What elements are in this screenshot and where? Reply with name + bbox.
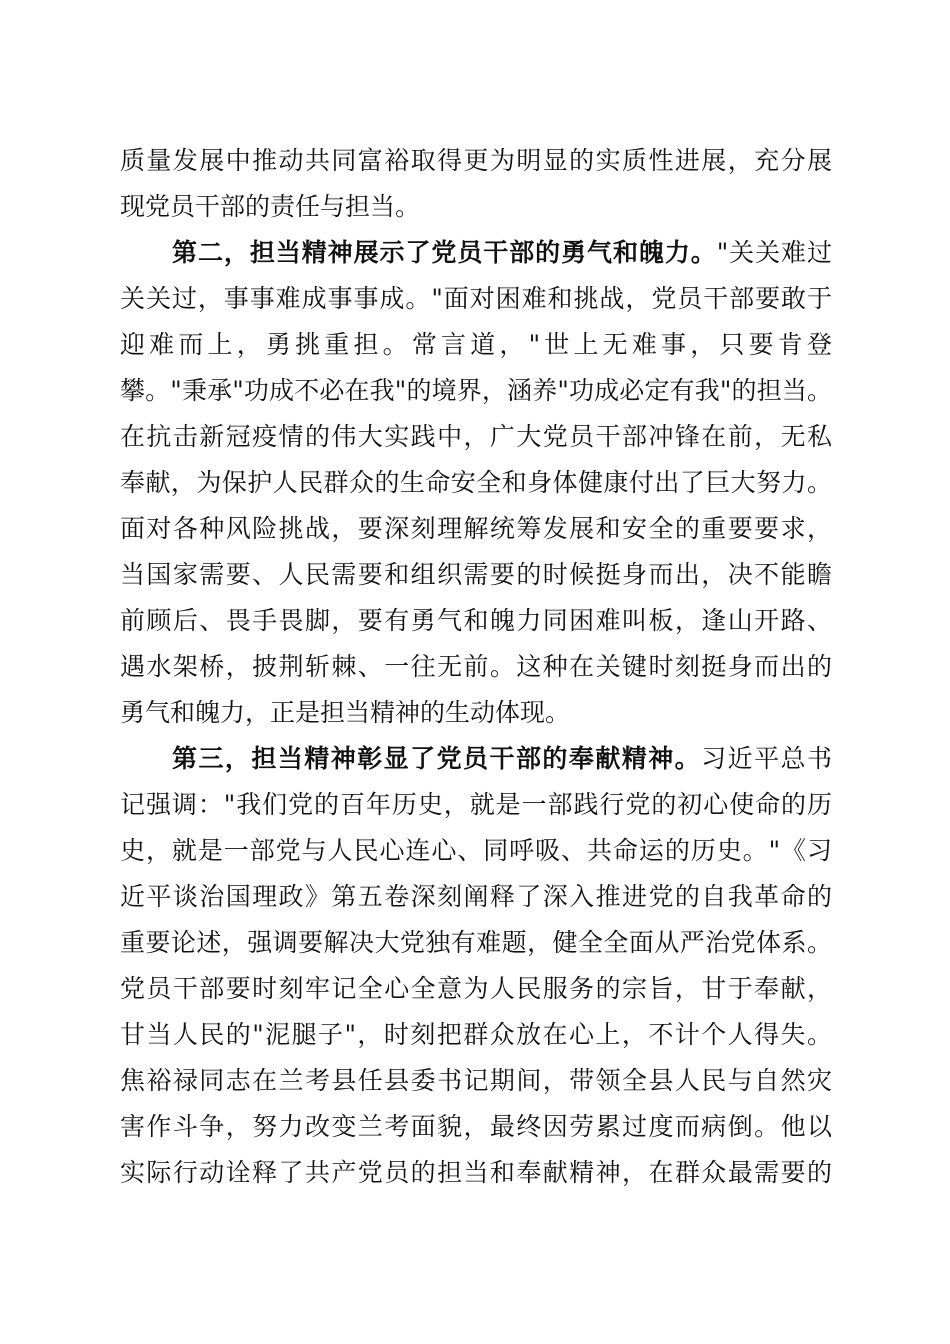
para2-line-1 [172, 233, 832, 273]
para2-line-11: 勇气和魄力，正是担当精神的生动体现。 [120, 698, 571, 727]
para3-line-3: 史，就是一部党与人民心连心、同呼吸、共命运的历史。"《习 [120, 836, 832, 865]
para3-line-6: 党员干部要时刻牢记全心全意为人民服务的宗旨，甘于奉献， [120, 974, 832, 1003]
para3-line-10: 实际行动诠释了共产党员的担当和奉献精神，在群众最需要的 [120, 1158, 832, 1187]
para2-line-4: 攀。"秉承"功成不必在我"的境界，涵养"功成必定有我"的担当。 [120, 376, 832, 405]
para3-line1-rest: 习近平总书 [701, 744, 832, 773]
para3-line-2: 记强调："我们党的百年历史，就是一部践行党的初心使命的历 [120, 790, 832, 819]
para3-line-8: 焦裕禄同志在兰考县任县委书记期间，带领全县人民与自然灾 [120, 1066, 832, 1095]
para2-line-9: 前顾后、畏手畏脚，要有勇气和魄力同困难叫板，逢山开路、 [120, 606, 832, 635]
para2-line1-rest: "关关难过 [716, 238, 832, 267]
para3-line-7: 甘当人民的"泥腿子"，时刻把群众放在心上，不计个人得失。 [120, 1020, 832, 1049]
para2-line-2: 关关过，事事难成事事成。"面对困难和挑战，党员干部要敢于 [120, 284, 832, 313]
para2-line-6: 奉献，为保护人民群众的生命安全和身体健康付出了巨大努力。 [120, 468, 832, 497]
para2-line-10: 遇水架桥，披荆斩棘、一往无前。这种在关键时刻挺身而出的 [120, 652, 832, 681]
para1-line-2: 现党员干部的责任与担当。 [120, 192, 421, 221]
para3-line-1 [172, 739, 832, 779]
para2-lead: 第二，担当精神展示了党员干部的勇气和魄力。 [172, 238, 717, 267]
para2-line-3: 迎难而上，勇挑重担。常言道，"世上无难事，只要肯登 [120, 330, 832, 359]
para3-line-9: 害作斗争，努力改变兰考面貌，最终因劳累过度而病倒。他以 [120, 1112, 832, 1141]
para2-line-8: 当国家需要、人民需要和组织需要的时候挺身而出，决不能瞻 [120, 560, 832, 589]
para3-lead: 第三，担当精神彰显了党员干部的奉献精神。 [172, 744, 702, 773]
para3-line-5: 重要论述，强调要解决大党独有难题，健全全面从严治党体系。 [120, 928, 832, 957]
para2-line-7: 面对各种风险挑战，要深刻理解统筹发展和安全的重要要求， [120, 514, 832, 543]
para2-line-5: 在抗击新冠疫情的伟大实践中，广大党员干部冲锋在前，无私 [120, 422, 832, 451]
para1-line-1: 质量发展中推动共同富裕取得更为明显的实质性进展，充分展 [120, 146, 832, 175]
para3-line-4: 近平谈治国理政》第五卷深刻阐释了深入推进党的自我革命的 [120, 882, 832, 911]
